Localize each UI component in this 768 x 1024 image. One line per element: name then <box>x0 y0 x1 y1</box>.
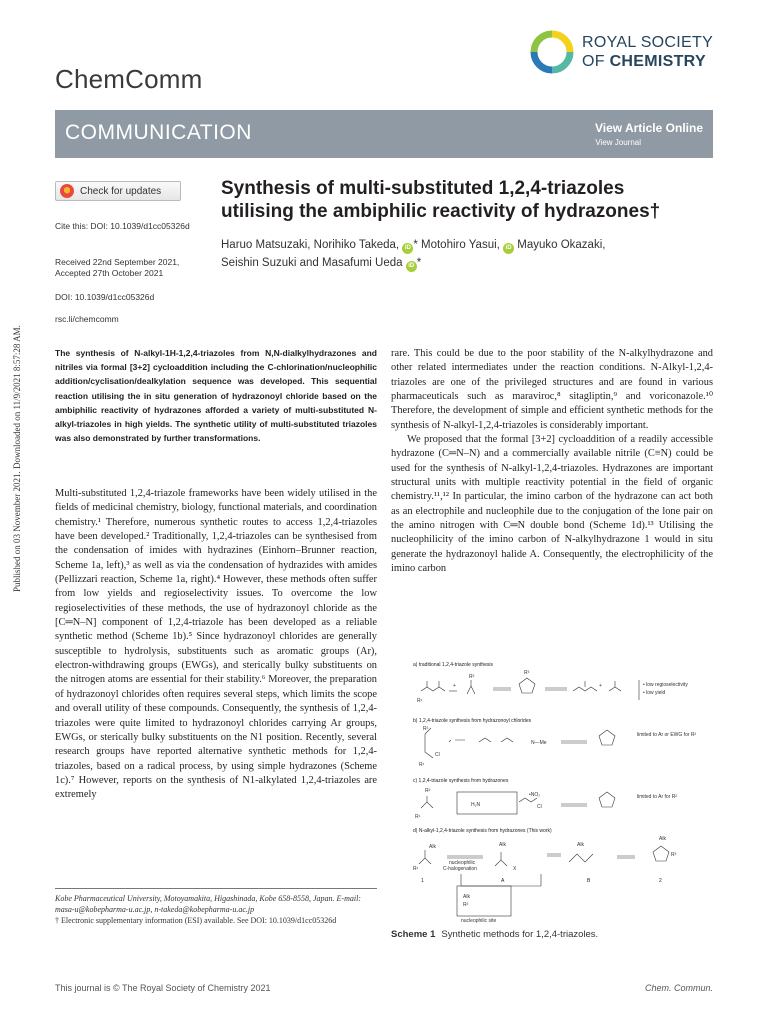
svg-text:X: X <box>513 866 517 872</box>
view-article-online-link[interactable]: View Article Online <box>594 121 703 135</box>
section-banner <box>55 110 713 158</box>
check-for-updates-label: Check for updates <box>80 185 162 197</box>
svg-text:Alk: Alk <box>429 844 436 850</box>
scheme-d-step2: C-halogenation <box>443 866 477 872</box>
footnote-divider <box>55 888 377 889</box>
rsc-logo[interactable] <box>530 28 715 88</box>
author-list: Haruo Matsuzaki, Norihiko Takeda, iD * Motohiro Yasui, iD Mayuko Okazaki, Seishin Suzuki and Masafumi Ueda iD * <box>221 236 691 272</box>
doi[interactable]: DOI: 10.1039/d1cc05326d <box>55 292 155 302</box>
footer-copyright: This journal is © The Royal Society of Chemistry 2021 <box>55 983 271 993</box>
publisher-line2: OF CHEMISTRY <box>582 53 706 70</box>
svg-text:+: + <box>453 683 456 689</box>
svg-text:R³: R³ <box>524 670 530 676</box>
svg-text:R¹: R¹ <box>419 762 425 768</box>
svg-text:Cl: Cl <box>537 804 542 810</box>
affiliation-footnote: Kobe Pharmaceutical University, Motoyamakita, Higashinada, Kobe 658-8558, Japan. E-mail: masa-u@kobepharma-u.ac.jp, n-takeda@kobepharma-u.ac.jp <box>55 894 361 914</box>
svg-text:Alk: Alk <box>463 894 470 900</box>
svg-text:R³: R³ <box>671 852 677 858</box>
svg-text:R¹: R¹ <box>417 698 423 704</box>
cite-this: Cite this: DOI: 10.1039/d1cc05326d <box>55 221 190 231</box>
scheme-label-A: A <box>501 878 505 884</box>
scheme-a-note1: • low regioselectivity <box>643 682 688 688</box>
body-text-left: Multi-substituted 1,2,4-triazole frameworks have been widely utilised in the fields of medicinal chemistry, biology, functional materials, and coordination chemistry.¹ Therefore, numerous synthetic routes to access 1,2,4-triazoles have been developed.² Traditionally, 1,2,4-triazoles can be synthesised from the condensation of imides with hydrazines (Einhorn–Brunner reaction, Scheme 1a, left),³ as well as via the condensation of hydrazides with amides (Pellizzari reaction, Scheme 1a, right).⁴ However, these methods often suffer from low yields and regioselectivity issues. To overcome the low regioselectivities of these methods, the use of hydrazonoyl chloride as the [C═N–N] component of 1,2,4-triazole has been developed as a reliable synthetic method (Scheme 1b).⁵ Since hydrazonoyl chlorides are generally susceptible to hydrolysis, substituents such as aromatic groups (Ar), electron-withdrawing groups (EWGs), and sterically bulky substituents on the nitrogen atoms are essential for their stability.⁶ Moreover, the preparation of hydrazonoyl chlorides often requires several steps, which limits the scope and overall utility of these compounds. Consequently, the synthesis of 1,2,4-triazoles were quite limited to hydrazonoyl chlorides carrying Ar groups, EWGs, or sterically bulky substituents on the N1 position. Recently, several research groups have reported alternative synthetic methods for 1,2,4-triazoles, based on a radical process, by using simple hydrazones (Scheme 1c).⁷ However, reports on the synthesis of N1-alkylated 1,2,4-triazoles are extremely <box>55 488 377 801</box>
update-check-icon <box>60 184 74 198</box>
scheme-c-heading: c) 1,2,4-triazole synthesis from hydrazones <box>413 778 509 784</box>
scheme-label-1: 1 <box>421 878 424 884</box>
scheme-a-note2: • low yield <box>643 690 666 696</box>
scheme-c-note: limited to Ar for R² <box>637 794 678 800</box>
check-for-updates-button[interactable] <box>55 181 181 201</box>
svg-text:R¹: R¹ <box>413 866 419 872</box>
paragraph: We proposed that the formal [3+2] cycloaddition of a readily accessible hydrazone (C═N–N) and a commercially available nitrile (C≡N) could be used for the synthesis of N-alkyl-1,2,4-triazoles. Hydrazones are important structural units with multiple reactivity potential in the field of organic chemistry.¹¹,¹² In particular, the imino carbon of the hydrazone can act both as an electrophile and nucleophile due to the conjugation of the lone pair on the amino nitrogen with C═N double bond (Scheme 1d).¹³ Utilising the nucleophilicity of the imino carbon of N-alkylhydrazone 1 would in situ generate the hydrazonoyl halide A. Consequently, the electrophilicity of the imino carbon <box>391 434 713 575</box>
rsc-ring-icon <box>530 30 574 74</box>
scheme-d-heading: d) N-alkyl-1,2,4-triazole synthesis from hydrazones (This work) <box>413 828 552 834</box>
scheme-b-note: limited to Ar or EWG for R² <box>637 732 697 738</box>
scheme-b-heading: b) 1,2,4-triazole synthesis from hydrazonoyl chlorides <box>413 718 532 724</box>
svg-text:N—Me: N—Me <box>531 740 547 746</box>
esi-footnote: † Electronic supplementary information (ESI) available. See DOI: 10.1039/d1cc05326d <box>55 916 337 925</box>
scheme-caption: Scheme 1 Synthetic methods for 1,2,4-triazoles. <box>391 929 599 940</box>
svg-text:H₂N: H₂N <box>471 802 481 808</box>
publisher-line1: ROYAL SOCIETY <box>582 34 714 51</box>
reaction-scheme-diagram <box>391 656 713 926</box>
body-text-right <box>391 347 713 577</box>
published-sidebar <box>4 272 20 592</box>
published-note: Published on 03 November 2021. Downloaded on 11/9/2021 8:57:28 AM. <box>12 325 22 592</box>
svg-text:Alk: Alk <box>577 842 584 848</box>
scheme-a-heading: a) traditional 1,2,4-triazole synthesis <box>413 662 494 668</box>
svg-text:+: + <box>599 683 602 689</box>
accepted-date: Accepted 27th October 2021 <box>55 268 164 278</box>
view-journal-link[interactable]: View Journal <box>595 138 641 147</box>
orcid-icon[interactable]: iD <box>402 243 413 254</box>
received-date: Received 22nd September 2021, <box>55 257 180 267</box>
paragraph: rare. This could be due to the poor stability of the N-alkylhydrazone and other related intermediates under the reaction conditions. N-Alkyl-1,2,4-triazoles are one of the privileged structures and are found in various pharmaceuticals such as maraviroc,⁸ sitagliptin,⁹ and voriconazole.¹⁰ Therefore, the development of simple and efficient synthetic methods for the synthesis of N-alkyl-1,2,4-triazoles is considerably important. <box>391 348 713 431</box>
svg-text:•NO₂: •NO₂ <box>529 792 541 798</box>
svg-text:R²: R² <box>423 726 429 732</box>
abstract: The synthesis of N-alkyl-1H-1,2,4-triazoles from N,N-dialkylhydrazones and nitriles via formal [3+2] cycloaddition including the C-chlorination/nucleophilic addition/cyclisation/dealkylation sequence was developed. This sequential reaction utilising the in situ generation of hydrazonoyl chloride based on the ambiphilic reactivity of hydrazones afforded a variety of multi-substituted N-alkyl-triazoles in high yields. The synthetic utility of multi-substituted triazoles was also demonstrated by further transformations. <box>55 348 377 444</box>
orcid-icon[interactable]: iD <box>503 243 514 254</box>
article-title: Synthesis of multi-substituted 1,2,4-triazoles utilising the ambiphilic reactivity of hydrazones† <box>221 178 661 222</box>
journal-name: ChemComm <box>55 64 203 94</box>
footer-journal: Chem. Commun. <box>644 983 713 993</box>
scheme-label-2: 2 <box>659 878 662 884</box>
section-title: COMMUNICATION <box>65 121 252 144</box>
orcid-icon[interactable]: iD <box>406 261 417 272</box>
svg-text:Cl: Cl <box>435 752 440 758</box>
svg-text:Alk: Alk <box>659 836 666 842</box>
svg-text:R²: R² <box>463 902 469 908</box>
svg-text:R²: R² <box>425 788 431 794</box>
svg-text:R³: R³ <box>469 674 475 680</box>
scheme-d-site: nucleophilic site <box>461 918 497 924</box>
journal-url[interactable]: rsc.li/chemcomm <box>55 314 119 324</box>
svg-text:R¹: R¹ <box>415 814 421 820</box>
svg-text:Alk: Alk <box>499 842 506 848</box>
scheme-d-step: nucleophilic <box>449 860 476 866</box>
scheme-figure <box>391 656 713 926</box>
scheme-label-B: B <box>587 878 591 884</box>
